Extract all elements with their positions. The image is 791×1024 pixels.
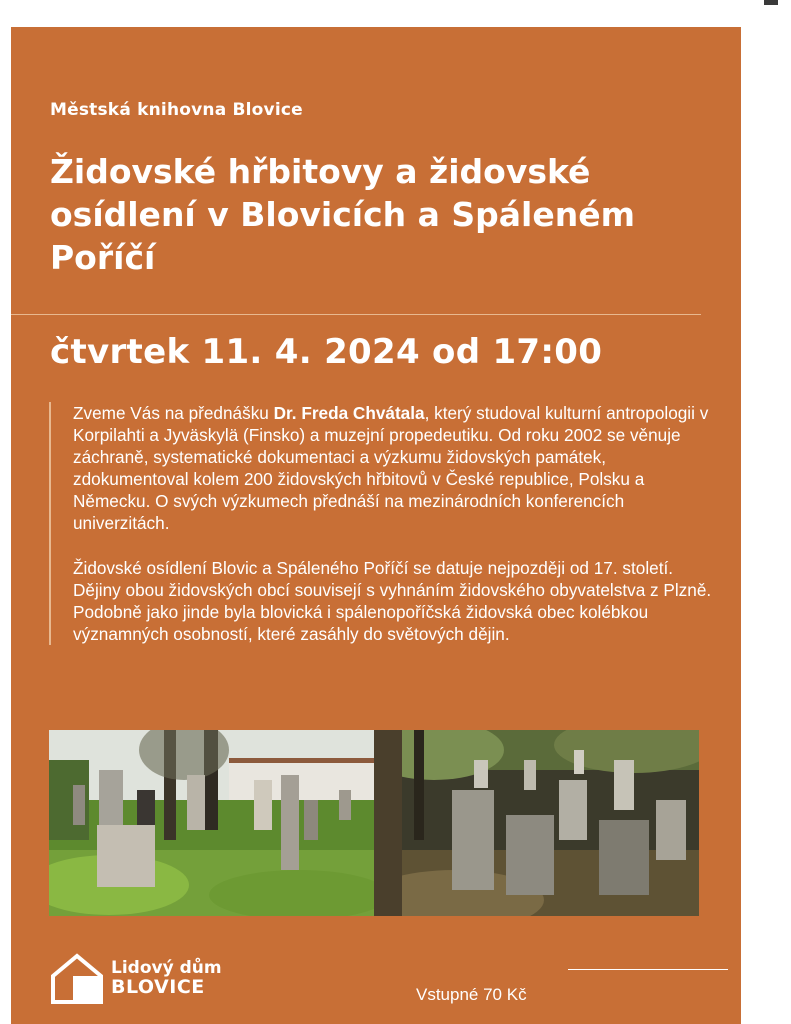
intro-before: Zveme Vás na přednášku <box>73 403 274 423</box>
intro-paragraph <box>73 402 713 534</box>
lecture-title: Židovské hřbitovy a židovské osídlení v Blovicích a Spáleném Poříčí <box>50 152 635 277</box>
house-icon <box>49 950 105 1006</box>
title-divider <box>11 314 701 315</box>
admission-rule <box>568 969 728 970</box>
speaker-name: Dr. Freda Chvátala <box>273 403 425 423</box>
event-date: čtvrtek 11. 4. 2024 od 17:00 <box>50 332 603 372</box>
lidovy-dum-logo <box>49 950 222 1006</box>
logo-line-2: BLOVICE <box>111 976 205 998</box>
history-paragraph: Židovské osídlení Blovic a Spáleného Poříčí se datuje nejpozději od 17. století. Dějiny obou židovských obcí souvisejí s vyhnáním židovského obyvatelstva z Plzně. Podobně jako jinde byla blovická i spálenopoříčská židovská obec kolébkou významných osobností, které zasáhly do světových dějin. <box>73 558 712 644</box>
photo-strip <box>49 730 699 916</box>
cemetery-photo-left <box>49 730 374 916</box>
logo-text <box>111 959 222 997</box>
scan-corner-mark <box>764 0 778 5</box>
logo-line-1: Lidový dům <box>111 958 222 978</box>
intro-after: , který studoval kulturní antropologii v Korpilahti a Jyväskylä (Finsko) a muzejní propedeutiku. Od roku 2002 se věnuje záchraně, systematické dokumentaci a výzkumu židovských památek, zdokumentoval kolem 200 židovských hřbitovů v České republice, Polsku a Německu. O svých výzkumech přednáší na mezinárodních konferencích univerzitách. <box>73 403 709 533</box>
admission-price: Vstupné 70 Kč <box>416 985 527 1004</box>
lecture-description <box>49 402 713 645</box>
event-poster <box>11 27 741 1024</box>
library-name: Městská knihovna Blovice <box>50 100 303 120</box>
cemetery-photo-right <box>374 730 699 916</box>
